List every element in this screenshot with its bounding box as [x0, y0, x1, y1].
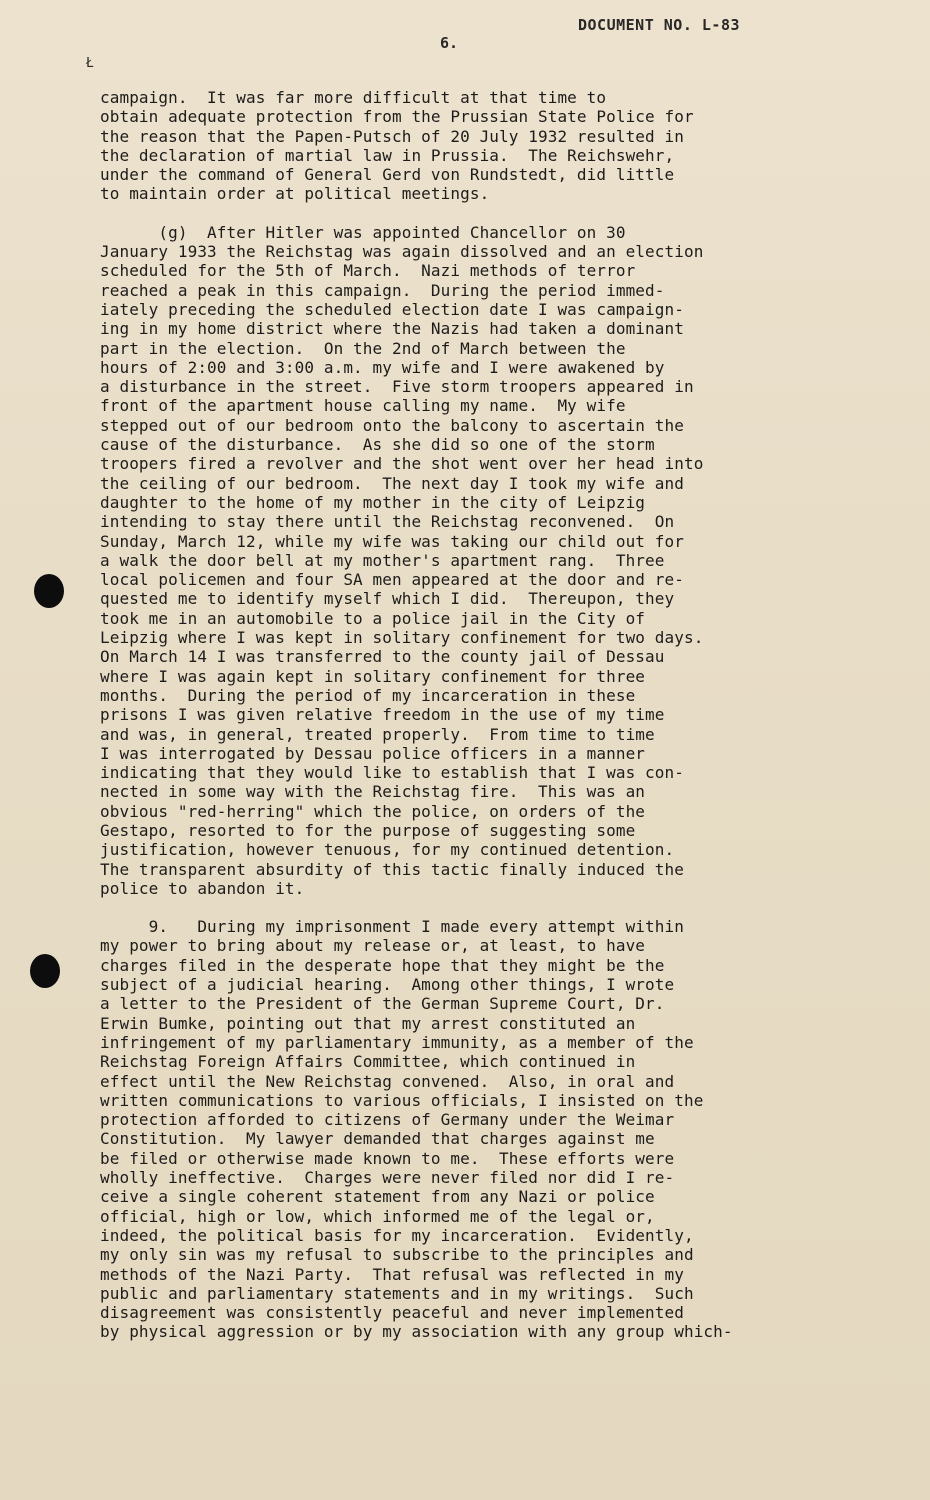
text-line: official, high or low, which informed me of the legal or, — [100, 1206, 655, 1226]
punch-hole-upper — [34, 574, 64, 608]
text-line: troopers fired a revolver and the shot went over her head into — [100, 454, 704, 474]
text-line: my only sin was my refusal to subscribe to the principles and — [100, 1245, 694, 1265]
text-line: methods of the Nazi Party. That refusal was reflected in my — [100, 1264, 684, 1284]
document-body — [100, 88, 840, 1342]
text-line: (g) After Hitler was appointed Chancellor on 30 — [100, 222, 626, 242]
text-line: iately preceding the scheduled election date I was campaign- — [100, 299, 684, 319]
paragraph-campaign — [100, 88, 840, 204]
text-line: stepped out of our bedroom onto the balcony to ascertain the — [100, 415, 684, 435]
text-line: Constitution. My lawyer demanded that charges against me — [100, 1129, 655, 1149]
text-line: intending to stay there until the Reichstag reconvened. On — [100, 512, 675, 532]
text-line: wholly ineffective. Charges were never filed nor did I re- — [100, 1168, 675, 1188]
text-line: police to abandon it. — [100, 878, 305, 898]
text-line: be filed or otherwise made known to me. These efforts were — [100, 1148, 675, 1168]
text-line: hours of 2:00 and 3:00 a.m. my wife and I were awakened by — [100, 357, 665, 377]
text-line: Erwin Bumke, pointing out that my arrest constituted an — [100, 1013, 636, 1033]
text-line: ing in my home district where the Nazis had taken a dominant — [100, 319, 684, 339]
text-line: 9. During my imprisonment I made every attempt within — [100, 917, 684, 937]
text-line: disagreement was consistently peaceful and never implemented — [100, 1303, 684, 1323]
text-line: public and parliamentary statements and in my writings. Such — [100, 1283, 694, 1303]
text-line: charges filed in the desperate hope that they might be the — [100, 955, 665, 975]
text-line: a walk the door bell at my mother's apartment rang. Three — [100, 550, 665, 570]
text-line: daughter to the home of my mother in the city of Leipzig — [100, 492, 646, 512]
document-number: DOCUMENT NO. L-83 — [578, 16, 741, 34]
text-line: local policemen and four SA men appeared at the door and re- — [100, 570, 684, 590]
margin-mark: Ł — [86, 56, 94, 71]
text-line: quested me to identify myself which I did. Thereupon, they — [100, 589, 675, 609]
text-line: reached a peak in this campaign. During the period immed- — [100, 280, 665, 300]
text-line: Reichstag Foreign Affairs Committee, which continued in — [100, 1052, 636, 1072]
text-line: I was interrogated by Dessau police officers in a manner — [100, 743, 646, 763]
text-line: January 1933 the Reichstag was again dissolved and an election — [100, 242, 704, 262]
text-line: Gestapo, resorted to for the purpose of suggesting some — [100, 820, 636, 840]
paragraph-g-arrest — [100, 223, 840, 898]
text-line: Leipzig where I was kept in solitary confinement for two days. — [100, 628, 704, 648]
text-line: campaign. It was far more difficult at that time to — [100, 88, 607, 107]
text-line: justification, however tenuous, for my continued detention. — [100, 840, 675, 860]
text-line: to maintain order at political meetings. — [100, 184, 490, 204]
text-line: protection afforded to citizens of Germany under the Weimar — [100, 1110, 675, 1130]
paragraph-9-imprisonment — [100, 917, 840, 1342]
text-line: written communications to various officials, I insisted on the — [100, 1090, 704, 1110]
text-line: a disturbance in the street. Five storm troopers appeared in — [100, 377, 694, 397]
text-line: subject of a judicial hearing. Among other things, I wrote — [100, 975, 675, 995]
text-line: obtain adequate protection from the Prussian State Police for — [100, 107, 694, 127]
text-line: months. During the period of my incarceration in these — [100, 685, 636, 705]
text-line: indicating that they would like to establish that I was con- — [100, 763, 684, 783]
text-line: prisons I was given relative freedom in the use of my time — [100, 705, 665, 725]
text-line: where I was again kept in solitary confinement for three — [100, 666, 646, 686]
text-line: took me in an automobile to a police jail in the City of — [100, 608, 646, 628]
text-line: scheduled for the 5th of March. Nazi methods of terror — [100, 261, 636, 281]
text-line: cause of the disturbance. As she did so one of the storm — [100, 435, 655, 455]
text-line: a letter to the President of the German Supreme Court, Dr. — [100, 994, 665, 1014]
text-line: front of the apartment house calling my name. My wife — [100, 396, 626, 416]
text-line: the ceiling of our bedroom. The next day I took my wife and — [100, 473, 684, 493]
text-line: under the command of General Gerd von Rundstedt, did little — [100, 165, 675, 185]
text-line: by physical aggression or by my association with any group which- — [100, 1322, 733, 1342]
text-line: On March 14 I was transferred to the county jail of Dessau — [100, 647, 665, 667]
text-line: nected in some way with the Reichstag fire. This was an — [100, 782, 646, 802]
text-line: The transparent absurdity of this tactic finally induced the — [100, 859, 684, 879]
text-line: the declaration of martial law in Prussia. The Reichswehr, — [100, 145, 675, 165]
text-line: my power to bring about my release or, at least, to have — [100, 936, 646, 956]
text-line: ceive a single coherent statement from any Nazi or police — [100, 1187, 655, 1207]
page-number: 6. — [440, 34, 459, 52]
text-line: Sunday, March 12, while my wife was taking our child out for — [100, 531, 684, 551]
text-line: effect until the New Reichstag convened. Also, in oral and — [100, 1071, 675, 1091]
text-line: the reason that the Papen-Putsch of 20 July 1932 resulted in — [100, 126, 684, 146]
text-line: part in the election. On the 2nd of March between the — [100, 338, 626, 358]
punch-hole-lower — [30, 954, 60, 988]
text-line: infringement of my parliamentary immunity, as a member of the — [100, 1032, 694, 1052]
text-line: indeed, the political basis for my incarceration. Evidently, — [100, 1225, 694, 1245]
text-line: and was, in general, treated properly. From time to time — [100, 724, 655, 744]
text-line: obvious "red-herring" which the police, on orders of the — [100, 801, 646, 821]
